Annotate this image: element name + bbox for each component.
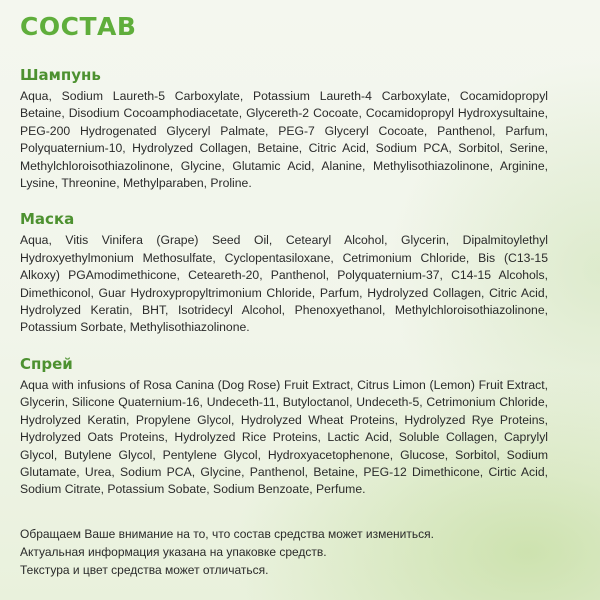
- section-spray: [20, 355, 548, 499]
- composition-page: [20, 12, 548, 579]
- disclaimer-notes: [20, 525, 548, 579]
- ingredients-spray: Aqua with infusions of Rosa Canina (Dog Rose) Fruit Extract, Citrus Limon (Lemon) Fruit Extract, Glycerin, Silicone Quaternium-16, Undeceth-11, Butyloctanol, Undeceth-5, Cetrimonium Chloride, Hydrolyzed Keratin, Propylene Glycol, Hydrolyzed Wheat Proteins, Hydrolyzed Rye Proteins, Hydrolyzed Oats Proteins, Hydrolyzed Rice Proteins, Lactic Acid, Soluble Collagen, Caprylyl Glycol, Butylene Glycol, Pentylene Glycol, Hydroxyacetophenone, Glucose, Sorbitol, Sodium Glutamate, Urea, Sodium PCA, Glycine, Panthenol, Betaine, PEG-12 Dimethicone, Cirtic Acid, Sodium Citrate, Potassium Sobate, Sodium Benzoate, Perfume.: [20, 377, 548, 497]
- section-heading-spray: Спрей: [20, 354, 73, 373]
- disclaimer-line: Актуальная информация указана на упаковке средств.: [20, 544, 327, 559]
- disclaimer-line: Текстура и цвет средства может отличаться.: [20, 562, 269, 577]
- section-heading-shampoo: Шампунь: [20, 66, 101, 84]
- section-shampoo: [20, 66, 548, 192]
- disclaimer-line: Обращаем Ваше внимание на то, что состав средства может измениться.: [20, 526, 434, 541]
- page-title: СОСТАВ: [20, 12, 137, 41]
- ingredients-mask: Aqua, Vitis Vinifera (Grape) Seed Oil, Cetearyl Alcohol, Glycerin, Dipalmitoylethyl Hydroxyethylmonium Methosulfate, Cyclopentasiloxane, Cetrimonium Chloride, Bis (C13-15 Alkoxy) PGAmodimethicone, Ceteareth-20, Panthenol, Polyquaternium-37, C14-15 Alcohols, Dimethiconol, Guar Hydroxypropyltrimonium Chloride, Parfum, Hydrolyzed Collagen, Citric Acid, Hydrolyzed Keratin, BHT, Isotridecyl Alcohol, Phenoxyethanol, Methylchloroisothiazolinone, Potassium Sorbate, Methylisothiazolinone.: [20, 233, 548, 335]
- ingredients-shampoo: Aqua, Sodium Laureth-5 Carboxylate, Potassium Laureth-4 Carboxylate, Cocamidopropyl Betaine, Disodium Cocoamphodiacetate, Glycereth-2 Cocoate, Cocamidopropyl Hydroxysultaine, PEG-200 Hydrogenated Glyceryl Palmate, PEG-7 Glyceryl Cocoate, Panthenol, Parfum, Polyquaternium-10, Hydrolyzed Collagen, Betaine, Citric Acid, Sodium PCA, Sorbitol, Serine, Methylchloroisothiazolinone, Glycine, Glutamic Acid, Alanine, Methylisothiazolinone, Arginine, Lysine, Threonine, Methylparaben, Proline.: [20, 89, 548, 191]
- section-mask: [20, 210, 548, 336]
- section-heading-mask: Маска: [20, 210, 75, 229]
